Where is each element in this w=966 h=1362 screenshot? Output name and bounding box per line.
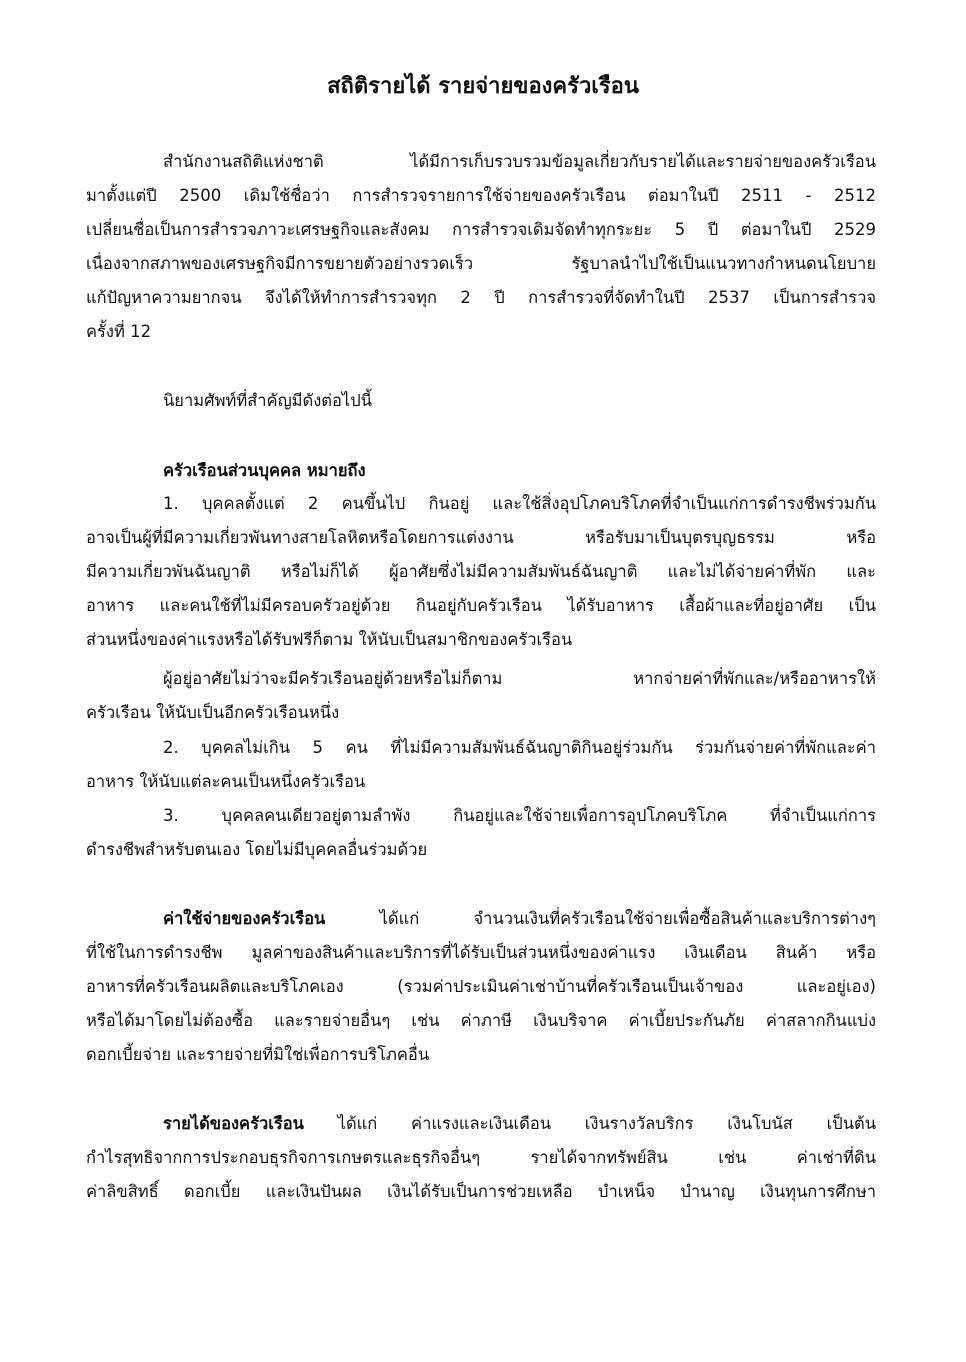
household-item2-line-1: 2. บุคคลไม่เกิน 5 คน ที่ไม่มีความสัมพันธ์ฉันญาติกินอยู่ร่วมกัน ร่วมกันจ่ายค่าที่พักและค่า: [163, 738, 876, 757]
household-item1-line-3: มีความเกี่ยวพันฉันญาติ หรือไม่ก็ได้ ผู้อาศัยซึ่งไม่มีความสัมพันธ์ฉันญาติ และไม่ได้จ่ายค่าที่พัก และ: [86, 562, 876, 581]
expenditure-line-4: หรือได้มาโดยไม่ต้องซื้อ และรายจ่ายอื่นๆ เช่น ค่าภาษี เงินบริจาค ค่าเบี้ยประกันภัย ค่าสลากกินแบ่ง: [86, 1011, 876, 1030]
intro-line-3: เปลี่ยนชื่อเป็นการสำรวจภาวะเศรษฐกิจและสังคม การสำรวจเดิมจัดทำทุกระยะ 5 ปี ต่อมาในปี 2529: [86, 220, 876, 239]
household-item2-line-2: อาหาร ให้นับแต่ละคนเป็นหนึ่งครัวเรือน: [86, 772, 366, 791]
income-line-1-text: ได้แก่ ค่าแรงและเงินเดือน เงินรางวัลบริกร เงินโบนัส เป็นต้น: [303, 1114, 876, 1133]
household-item3-line-1: 3. บุคคลคนเดียวอยู่ตามลำพัง กินอยู่และใช้จ่ายเพื่อการอุปโภคบริโภค ที่จำเป็นแก่การ: [163, 806, 876, 825]
household-item3-line-2: ดำรงชีพสำหรับตนเอง โดยไม่มีบุคคลอื่นร่วมด้วย: [86, 840, 428, 859]
intro-line-5: แก้ปัญหาความยากจน จึงได้ให้ทำการสำรวจทุก 2 ปี การสำรวจที่จัดทำในปี 2537 เป็นการสำรวจ: [86, 288, 876, 307]
household-item1-line-5: ส่วนหนึ่งของค่าแรงหรือได้รับฟรีก็ตาม ให้นับเป็นสมาชิกของครัวเรือน: [86, 630, 573, 649]
expenditure-line-2: ที่ใช้ในการดำรงชีพ มูลค่าของสินค้าและบริการที่ได้รับเป็นส่วนหนึ่งของค่าแรง เงินเดือน สินค้า หรือ: [86, 943, 876, 962]
income-line-2: กำไรสุทธิจากการประกอบธุรกิจการเกษตรและธุรกิจอื่นๆ รายได้จากทรัพย์สิน เช่น ค่าเช่าที่ดิน: [86, 1148, 876, 1167]
intro-line-1: สำนักงานสถิติแห่งชาติ ได้มีการเก็บรวบรวมข้อมูลเกี่ยวกับรายได้และรายจ่ายของครัวเรือน: [163, 152, 876, 171]
intro-line-2: มาตั้งแต่ปี 2500 เดิมใช้ชื่อว่า การสำรวจรายการใช้จ่ายของครัวเรือน ต่อมาในปี 2511 - 2512: [86, 186, 876, 205]
household-item1-line-2: อาจเป็นผู้ที่มีความเกี่ยวพันทางสายโลหิตหรือโดยการแต่งงาน หรือรับมาเป็นบุตรบุญธรรม หรือ: [86, 528, 876, 547]
household-heading: ครัวเรือนส่วนบุคคล หมายถึง: [163, 461, 366, 480]
expenditure-line-1-text: ได้แก่ จำนวนเงินที่ครัวเรือนใช้จ่ายเพื่อซื้อสินค้าและบริการต่างๆ: [325, 909, 876, 928]
intro-line-6: ครั้งที่ 12: [86, 322, 152, 341]
income-term: รายได้ของครัวเรือน: [163, 1114, 304, 1133]
definitions-heading: นิยามศัพท์ที่สำคัญมีดังต่อไปนี้: [163, 391, 372, 410]
income-line-3: ค่าลิขสิทธิ์ ดอกเบี้ย และเงินปันผล เงินได้รับเป็นการช่วยเหลือ บำเหน็จ บำนาญ เงินทุนการศึกษา: [86, 1182, 876, 1201]
expenditure-line-1: [163, 902, 876, 936]
expenditure-term: ค่าใช้จ่ายของครัวเรือน: [163, 909, 326, 928]
expenditure-line-5: ดอกเบี้ยจ่าย และรายจ่ายที่มิใช่เพื่อการบริโภคอื่น: [86, 1045, 430, 1064]
household-item1-line-4: อาหาร และคนใช้ที่ไม่มีครอบครัวอยู่ด้วย กินอยู่กับครัวเรือน ได้รับอาหาร เสื้อผ้าและที่อยู่อาศัย เป็น: [86, 596, 876, 615]
household-lodger-line-2: ครัวเรือน ให้นับเป็นอีกครัวเรือนหนึ่ง: [86, 703, 340, 722]
household-lodger-line-1: ผู้อยู่อาศัยไม่ว่าจะมีครัวเรือนอยู่ด้วยหรือไม่ก็ตาม หากจ่ายค่าที่พักและ/หรืออาหารให้: [163, 669, 876, 688]
document-title: สถิติรายได้ รายจ่ายของครัวเรือน: [327, 74, 639, 99]
intro-line-4: เนื่องจากสภาพของเศรษฐกิจมีการขยายตัวอย่างรวดเร็ว รัฐบาลนำไปใช้เป็นแนวทางกำหนดนโยบาย: [86, 254, 876, 273]
expenditure-line-3: อาหารที่ครัวเรือนผลิตและบริโภคเอง (รวมค่าประเมินค่าเช่าบ้านที่ครัวเรือนเป็นเจ้าของ และอยู่เอง): [86, 977, 876, 996]
household-item1-line-1: 1. บุคคลตั้งแต่ 2 คนขึ้นไป กินอยู่ และใช้สิ่งอุปโภคบริโภคที่จำเป็นแก่การดำรงชีพร่วมกัน: [163, 494, 876, 513]
income-line-1: [163, 1107, 876, 1141]
